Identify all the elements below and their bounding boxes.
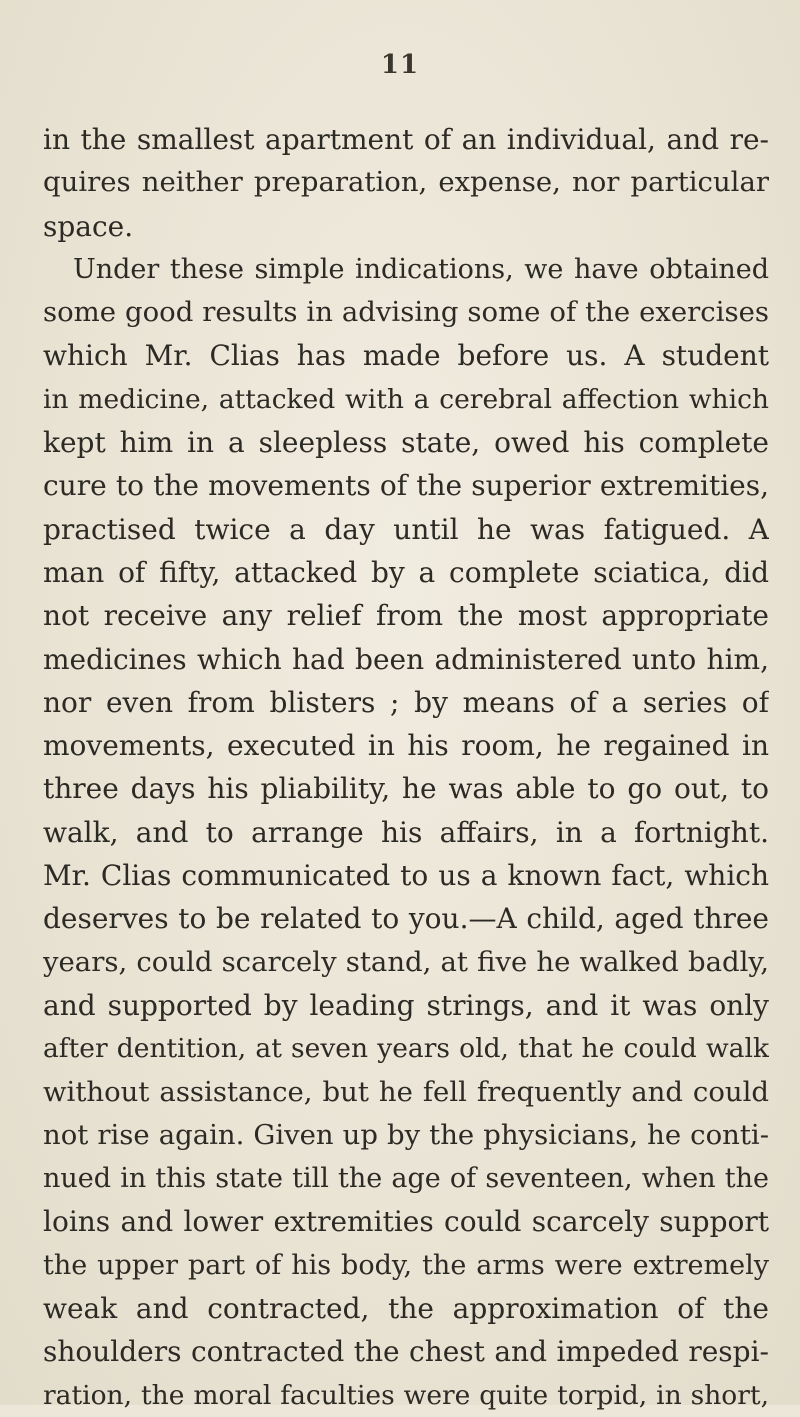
text-line: movements, executed in his room, he regained in	[43, 729, 769, 763]
page-number: 11	[380, 50, 420, 80]
text-line: the upper part of his body, the arms were extremely	[43, 1249, 769, 1281]
text-line: Under these simple indications, we have obtained	[73, 253, 769, 285]
text-line: weak and contracted, the approximation of the	[43, 1292, 769, 1326]
text-line: years, could scarcely stand, at five he walked badly,	[43, 945, 769, 978]
text-line: not receive any relief from the most appropriate	[43, 599, 769, 633]
text-line: space.	[43, 209, 134, 243]
text-line: after dentition, at seven years old, that he could walk	[43, 1033, 769, 1065]
text-line: shoulders contracted the chest and impeded respi-	[43, 1335, 769, 1369]
text-line: in medicine, attacked with a cerebral affection which	[43, 383, 769, 415]
text-line: kept him in a sleepless state, owed his complete	[43, 426, 769, 460]
text-line: walk, and to arrange his affairs, in a fortnight.	[43, 815, 769, 849]
text-line: deserves to be related to you.—A child, aged three	[43, 902, 769, 936]
text-line: medicines which had been administered unto him,	[43, 642, 769, 676]
text-line: man of fifty, attacked by a complete sciatica, did	[43, 555, 769, 589]
text-line: practised twice a day until he was fatigued. A	[43, 512, 769, 546]
text-line: without assistance, but he fell frequently and could	[43, 1075, 769, 1108]
text-line: which Mr. Clias has made before us. A student	[43, 339, 769, 373]
text-line: and supported by leading strings, and it was only	[43, 988, 769, 1022]
text-line: nued in this state till the age of seventeen, when the	[43, 1163, 769, 1195]
text-line: not rise again. Given up by the physicians, he conti-	[43, 1118, 769, 1151]
text-line: ration, the moral faculties were quite torpid, in short,	[43, 1379, 769, 1411]
text-line: Mr. Clias communicated to us a known fact, which	[43, 859, 769, 893]
text-line: nor even from blisters ; by means of a series of	[43, 685, 769, 719]
text-line: quires neither preparation, expense, nor particular	[43, 166, 769, 199]
body-text	[43, 118, 769, 1417]
text-line: loins and lower extremities could scarcely support	[43, 1205, 769, 1239]
text-line: some good results in advising some of the exercises	[43, 296, 769, 329]
text-line: three days his pliability, he was able to go out, to	[43, 772, 769, 806]
text-line: in the smallest apartment of an individual, and re-	[43, 123, 769, 156]
text-line: cure to the movements of the superior extremities,	[43, 469, 769, 503]
